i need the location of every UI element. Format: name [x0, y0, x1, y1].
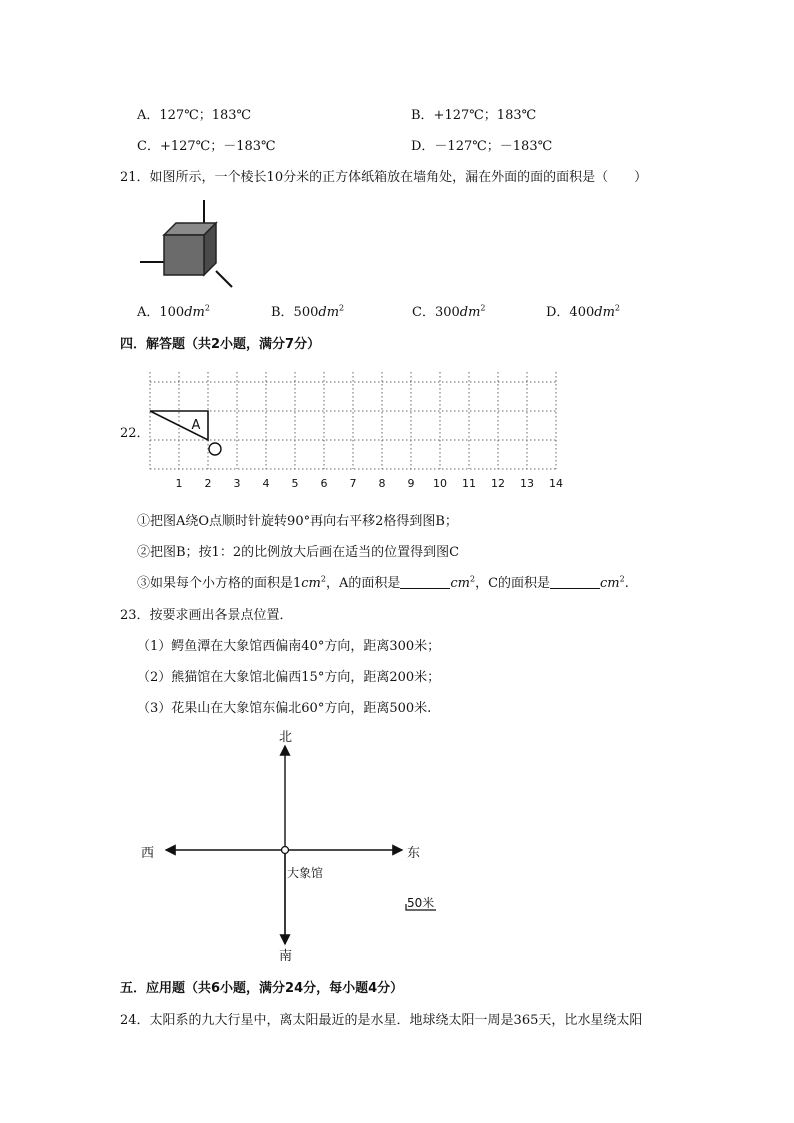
section-4-title: 四．解答题（共2小题，满分7分） — [120, 337, 321, 352]
axis-number: 14 — [549, 477, 563, 490]
axis-number: 6 — [320, 477, 328, 490]
q21-option-d: D．$400dm^2$ — [546, 303, 620, 320]
q23-item-3: （3）花果山在大象馆东偏北60°方向，距离500米. — [137, 701, 432, 716]
axis-number: 12 — [491, 477, 505, 490]
q21-option-a: A．$100dm^2$ — [137, 303, 210, 320]
q22-item-1: ①把图A绕O点顺时针旋转90°再向右平移2格得到图B； — [137, 514, 458, 529]
cube-corner-figure — [138, 195, 238, 290]
axis-number: 2 — [204, 477, 212, 490]
scale-label: 50米 — [407, 896, 435, 910]
q20-option-d: D．－127℃；－183℃ — [411, 139, 553, 154]
section-5-title: 五．应用题（共6小题，满分24分，每小题4分） — [120, 981, 404, 996]
q22-number: 22． — [120, 426, 150, 441]
q23-question: 23．按要求画出各景点位置． — [120, 608, 293, 623]
axis-number: 7 — [349, 477, 357, 490]
axis-number: 4 — [262, 477, 270, 490]
axis-number: 3 — [233, 477, 241, 490]
point-o-circle — [209, 443, 221, 455]
axis-number: 11 — [462, 477, 476, 490]
q22-grid-figure — [148, 368, 560, 474]
answer-blank-c[interactable] — [550, 576, 600, 589]
east-label: 东 — [407, 846, 421, 861]
south-label: 南 — [279, 949, 293, 964]
west-label: 西 — [141, 846, 155, 861]
axis-number: 9 — [407, 477, 415, 490]
q20-option-a: A．127℃；183℃ — [137, 108, 252, 123]
q20-option-b: B．+127℃；183℃ — [411, 108, 537, 123]
dotted-grid — [150, 372, 556, 469]
axis-number: 8 — [378, 477, 386, 490]
answer-blank-a[interactable] — [400, 576, 450, 589]
q20-option-c: C．+127℃；－183℃ — [137, 139, 276, 154]
center-label: 大象馆 — [287, 866, 324, 880]
axis-number: 5 — [291, 477, 299, 490]
q22-item-2: ②把图B；按1：2的比例放大后画在适当的位置得到图C — [137, 545, 460, 560]
axis-number: 13 — [520, 477, 534, 490]
north-label: 北 — [279, 730, 293, 745]
q23-item-2: （2）熊猫馆在大象馆北偏西15°方向，距离200米； — [137, 670, 441, 685]
q23-item-1: （1）鳄鱼潭在大象馆西偏南40°方向，距离300米； — [137, 639, 441, 654]
q21-option-b: B．$500dm^2$ — [271, 303, 345, 320]
q24-question: 24．太阳系的九大行星中，离太阳最近的是水星．地球绕太阳一周是365天，比水星绕太阳 — [120, 1013, 643, 1028]
compass-map-figure — [140, 726, 440, 966]
axis-number: 1 — [175, 477, 183, 490]
q21-question: 21．如图所示，一个棱长10分米的正方体纸箱放在墙角处，漏在外面的面的面积是（ ） — [120, 170, 648, 185]
q21-option-c: C．$300dm^2$ — [412, 303, 486, 320]
shape-a-label: A — [191, 418, 201, 433]
axis-number: 10 — [433, 477, 447, 490]
q22-item-3: ③如果每个小方格的面积是$1cm^2$，A的面积是 $cm^2$，C的面积是 $cm^2$. — [137, 574, 629, 591]
